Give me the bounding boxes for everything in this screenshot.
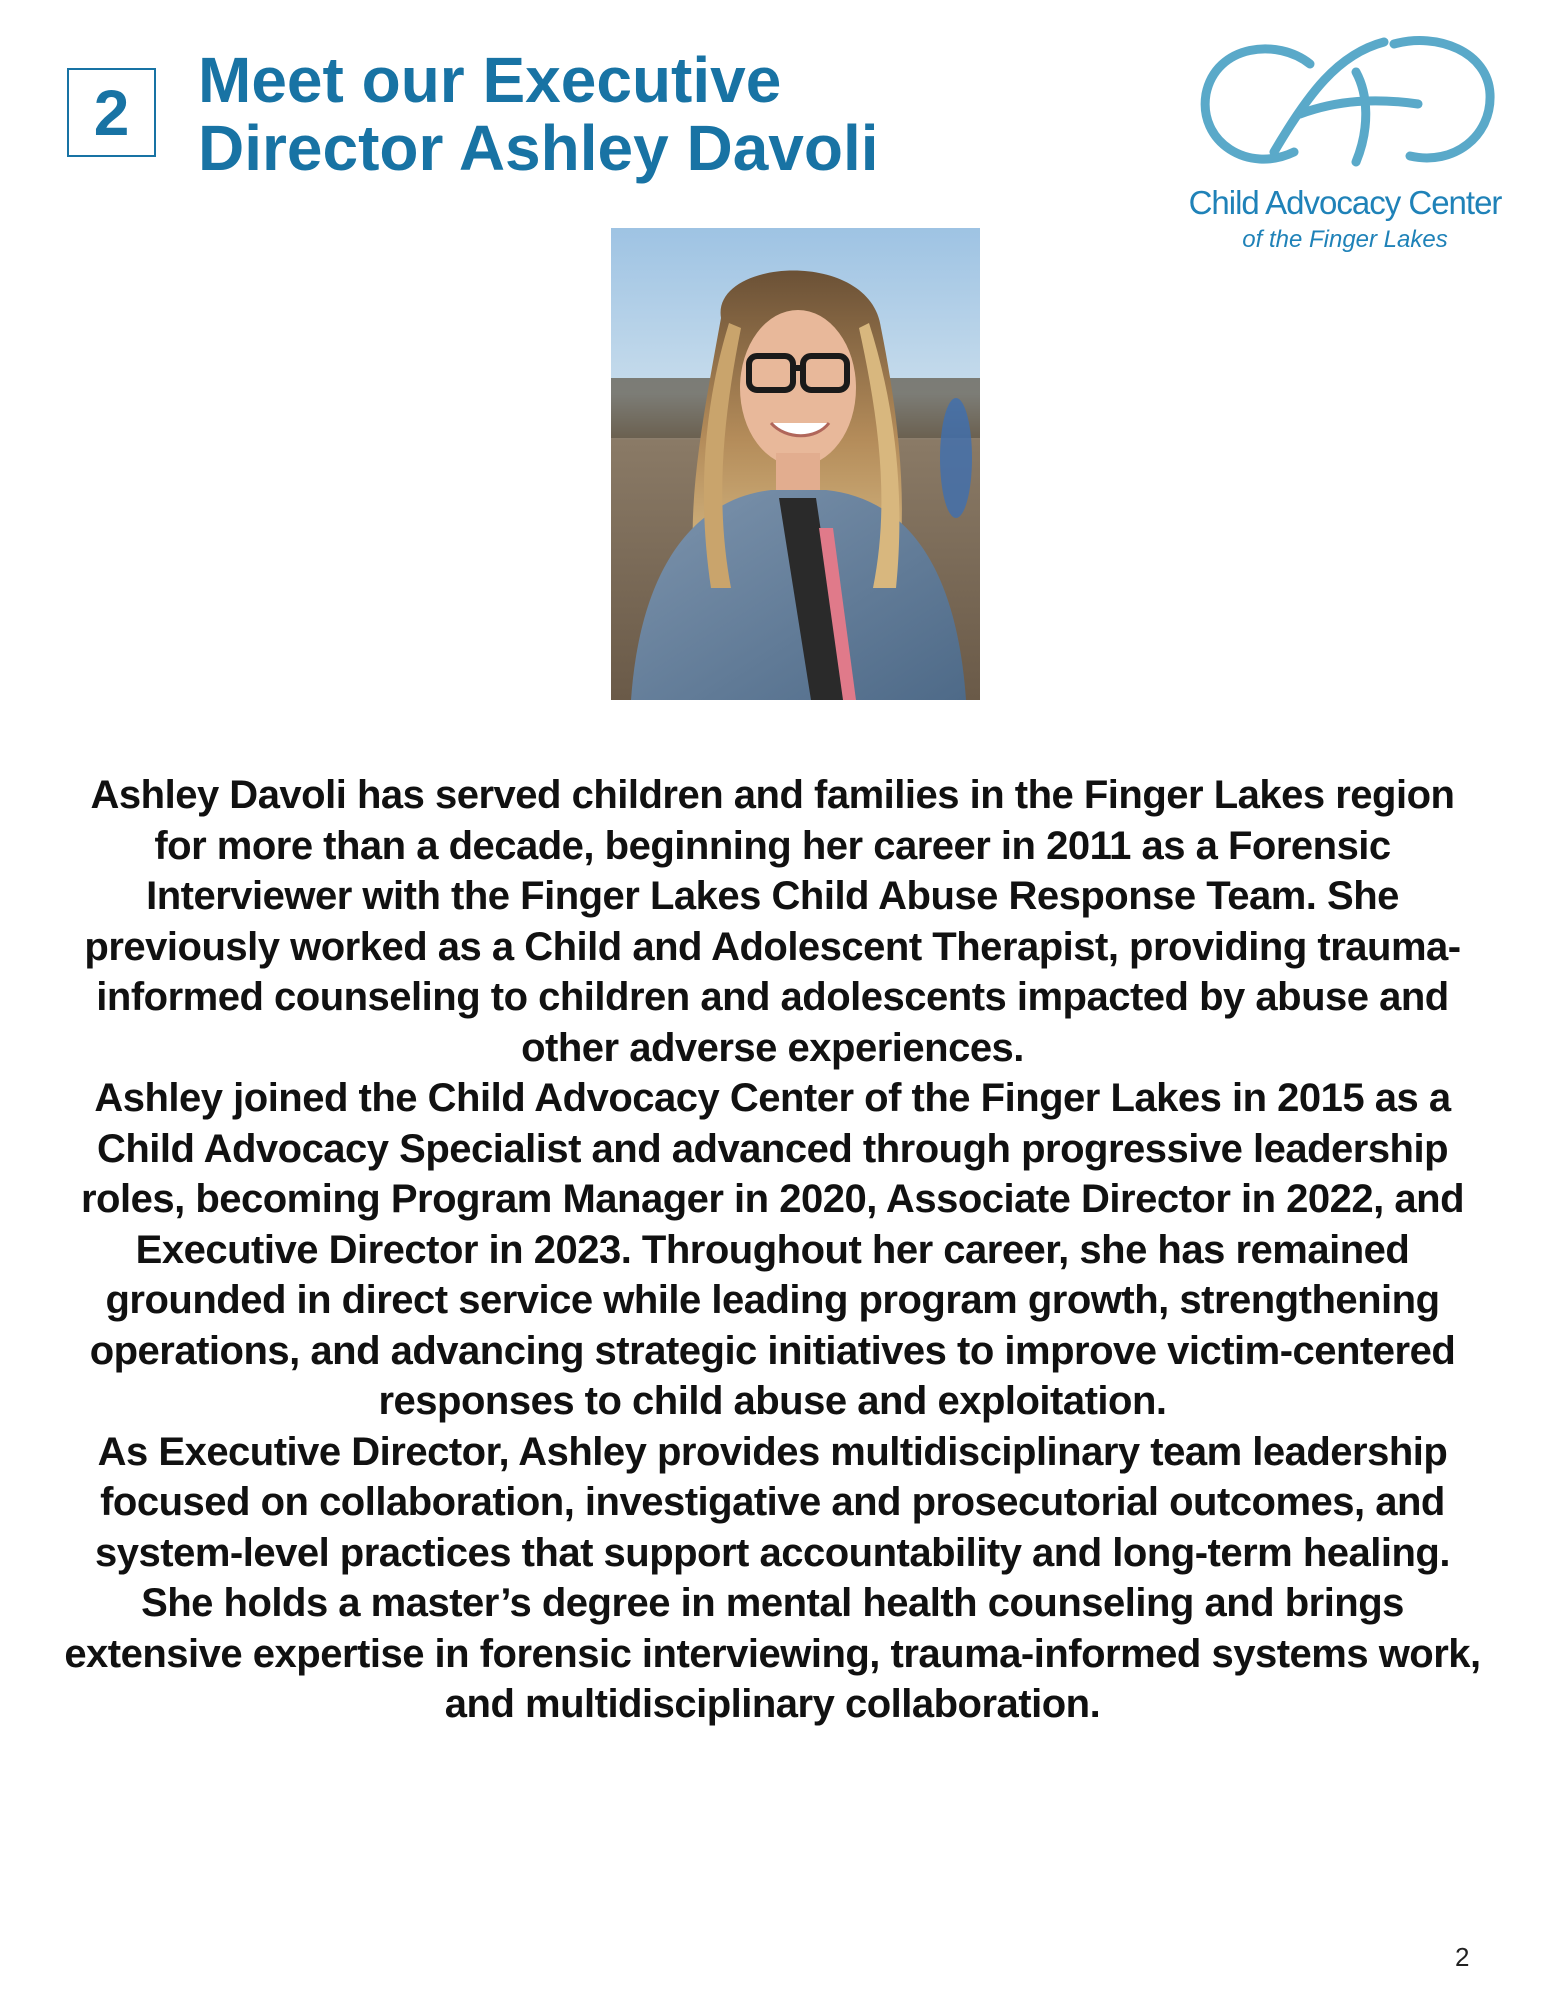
section-number-badge: 2 xyxy=(67,68,156,157)
biography-text xyxy=(60,770,1485,1730)
logo-mark-icon xyxy=(1188,24,1502,184)
logo-organization-subtitle: of the Finger Lakes xyxy=(1242,226,1448,253)
page-title xyxy=(198,46,1018,182)
organization-logo xyxy=(1180,24,1510,254)
logo-organization-name: Child Advocacy Center xyxy=(1188,184,1502,221)
bio-paragraph-2: Ashley joined the Child Advocacy Center of the Finger Lakes in 2015 as a Child Advocacy Specialist and advanced through progressive leadership roles, becoming Program Manager in 2020, Associate Director in 2022, and Executive Director in 2023. Throughout her career, she has remained grounded in direct service while leading program growth, strengthening operations, and advancing strategic initiatives to improve victim-centered responses to child abuse and exploitation. xyxy=(80,1076,1465,1423)
portrait-photo xyxy=(611,228,980,700)
bio-paragraph-1: Ashley Davoli has served children and families in the Finger Lakes region for more than a decade, beginning her career in 2011 as a Forensic Interviewer with the Finger Lakes Child Abuse Response Team. She previously worked as a Child and Adolescent Therapist, providing trauma-informed counseling to children and adolescents impacted by abuse and other adverse experiences. xyxy=(84,773,1461,1070)
portrait-image xyxy=(611,228,980,700)
page-title-line-1: Meet our Executive xyxy=(198,44,782,116)
page-title-line-2: Director Ashley Davoli xyxy=(198,112,879,184)
bio-paragraph-3: As Executive Director, Ashley provides multidisciplinary team leadership focused on collaboration, investigative and prosecutorial outcomes, and system-level practices that support accountability and long-term healing. She holds a master’s degree in mental health counseling and brings extensive expertise in forensic interviewing, trauma-informed systems work, and multidisciplinary collaboration. xyxy=(64,1429,1481,1726)
page-number: 2 xyxy=(1455,1942,1470,1972)
